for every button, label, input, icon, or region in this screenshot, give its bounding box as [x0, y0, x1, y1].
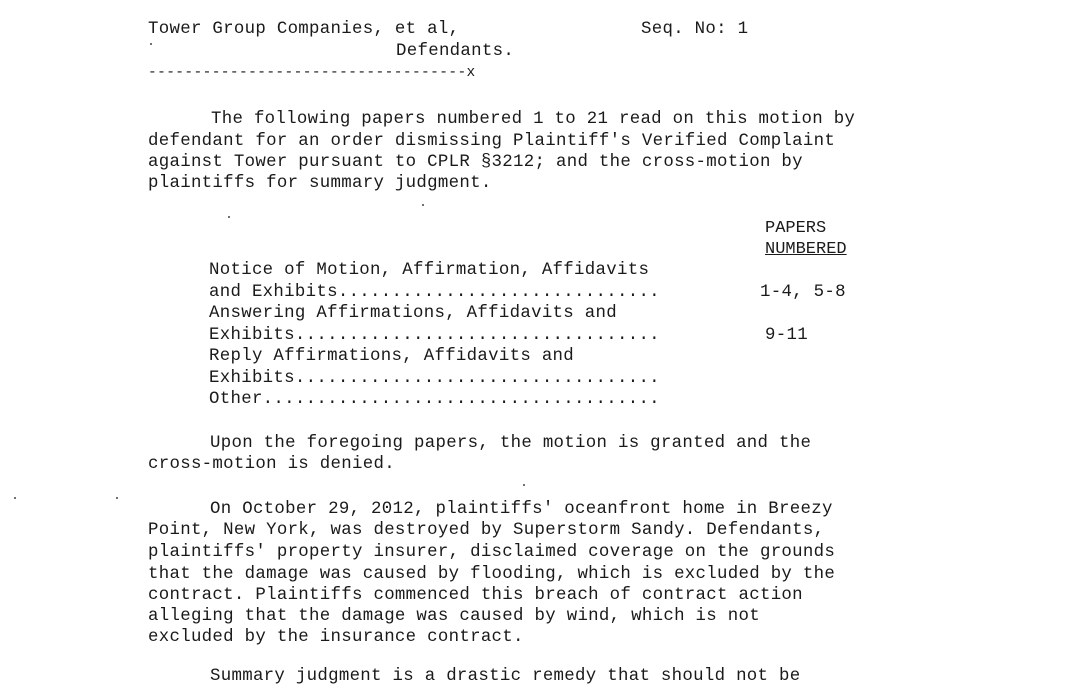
caption-seq-no: Seq. No: 1: [641, 20, 749, 39]
caption-role: Defendants.: [396, 42, 515, 61]
papers-row-3-line2: Exhibits..................................: [209, 369, 660, 388]
ruling-line-1: Upon the foregoing papers, the motion is granted and the: [210, 434, 812, 453]
facts-line-5: contract. Plaintiffs commenced this breach of contract action: [148, 586, 803, 605]
papers-row-1-line1: Notice of Motion, Affirmation, Affidavits: [209, 261, 650, 280]
ruling-line-2: cross-motion is denied.: [148, 455, 395, 474]
scan-speck: [228, 216, 230, 218]
papers-row-2-line1: Answering Affirmations, Affidavits and: [209, 304, 617, 323]
scan-speck: [523, 484, 525, 486]
intro-line-4: plaintiffs for summary judgment.: [148, 174, 492, 193]
facts-line-3: plaintiffs' property insurer, disclaimed coverage on the grounds: [148, 543, 836, 562]
intro-line-1: The following papers numbered 1 to 21 read on this motion by: [211, 110, 856, 129]
facts-line-6: alleging that the damage was caused by wind, which is not: [148, 607, 760, 626]
facts-line-1: On October 29, 2012, plaintiffs' oceanfront home in Breezy: [210, 500, 833, 519]
cutoff-line: Summary judgment is a drastic remedy that should not be: [210, 667, 801, 686]
papers-row-3-line1: Reply Affirmations, Affidavits and: [209, 347, 575, 366]
papers-row-1-numbers: 1-4, 5-8: [760, 283, 846, 302]
scan-speck: [150, 43, 152, 45]
scan-speck: [422, 204, 424, 206]
intro-line-2: defendant for an order dismissing Plaintiff's Verified Complaint: [148, 132, 836, 151]
papers-header-bottom: NUMBERED: [765, 240, 847, 259]
scan-speck: [14, 497, 16, 499]
intro-line-3: against Tower pursuant to CPLR §3212; and the cross-motion by: [148, 153, 803, 172]
papers-row-2-numbers: 9-11: [765, 326, 808, 345]
papers-row-4-line1: Other.....................................: [209, 390, 660, 409]
caption-rule: -----------------------------------x: [148, 65, 476, 81]
caption-defendant-line: Tower Group Companies, et al,: [148, 20, 460, 39]
facts-line-4: that the damage was caused by flooding, which is excluded by the: [148, 565, 836, 584]
scan-speck: [116, 497, 118, 499]
papers-row-1-line2: and Exhibits..............................: [209, 283, 660, 302]
facts-line-2: Point, New York, was destroyed by Superstorm Sandy. Defendants,: [148, 521, 825, 540]
papers-row-2-line2: Exhibits..................................: [209, 326, 660, 345]
papers-header-top: PAPERS: [765, 219, 827, 238]
facts-line-7: excluded by the insurance contract.: [148, 628, 524, 647]
